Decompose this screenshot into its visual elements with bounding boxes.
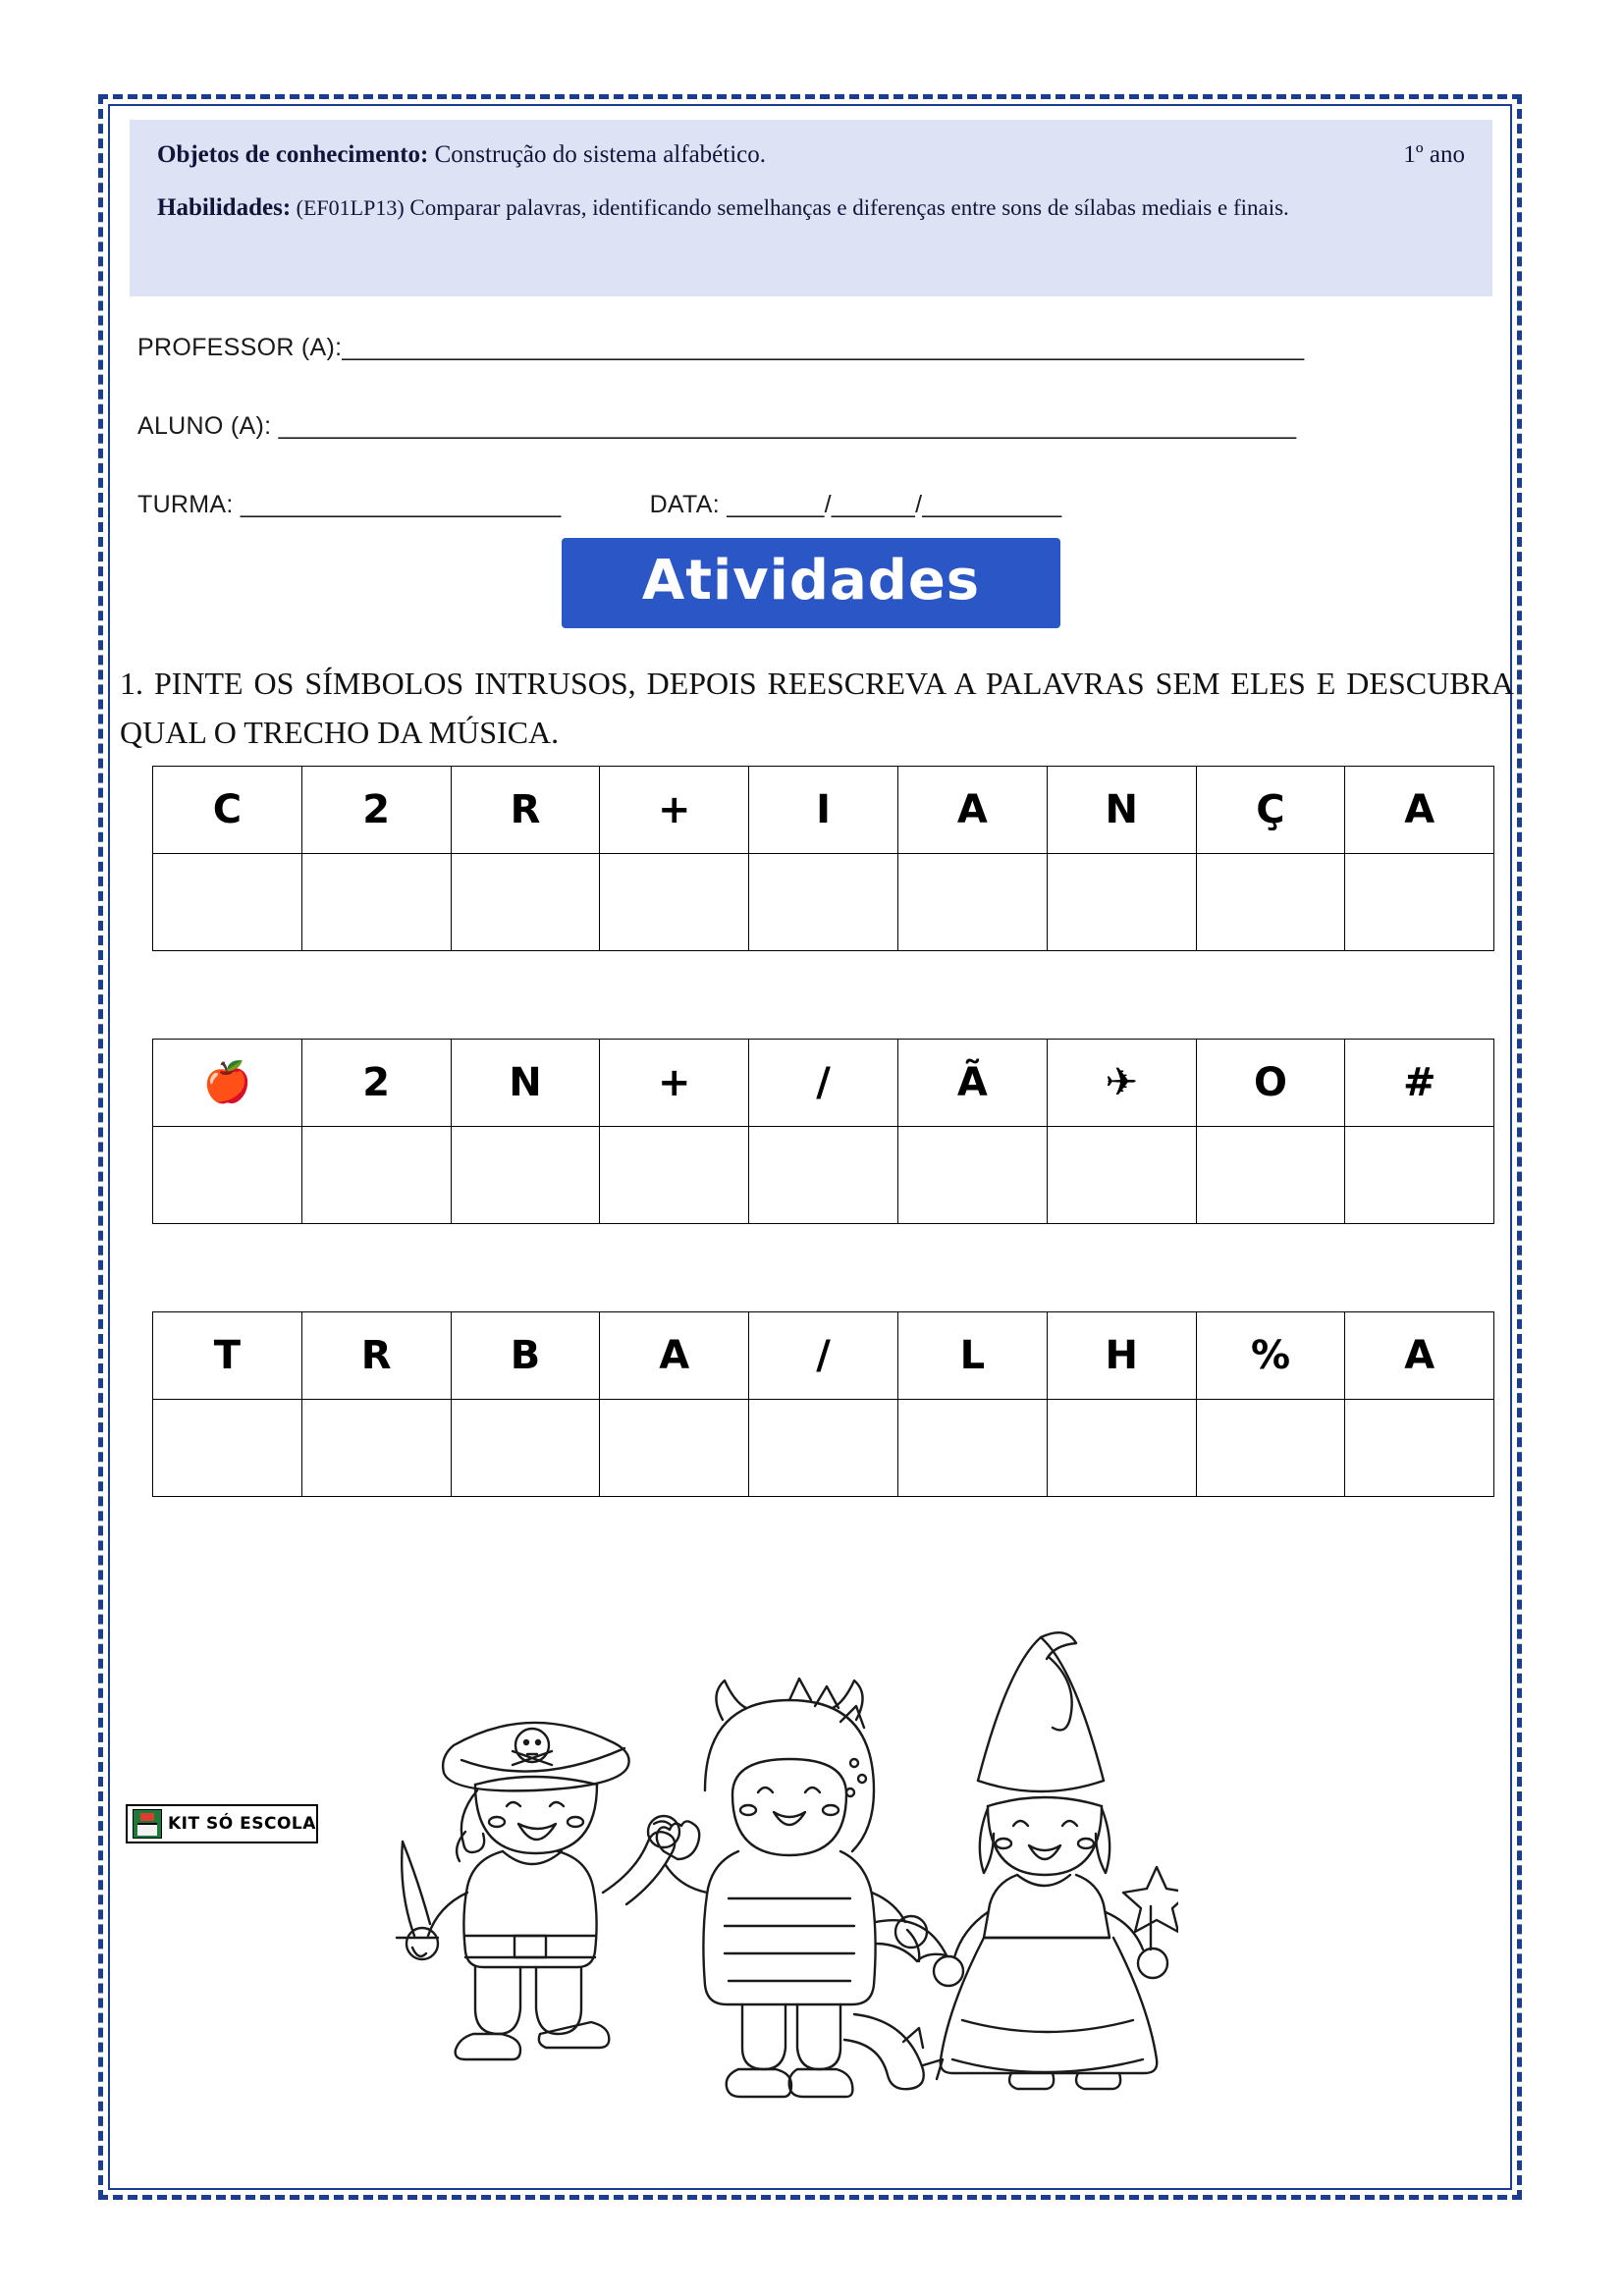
aluno-field[interactable]: ALUNO (A): _________________________________________________________________________ (137, 412, 1297, 440)
grid1-cell-5[interactable]: A (897, 767, 1047, 854)
kit-so-escola-label: KIT SÓ ESCOLA (168, 1814, 316, 1834)
dragon-child (657, 1679, 947, 2097)
grid3-cell-2[interactable]: B (451, 1312, 600, 1400)
grid1-answer-6[interactable] (1047, 854, 1196, 951)
school-house-icon (133, 1809, 162, 1839)
grid1-answer-7[interactable] (1196, 854, 1345, 951)
grid2-answer-4[interactable] (749, 1127, 898, 1224)
characters-illustration (393, 1598, 1178, 2128)
grid2-answer-8[interactable] (1345, 1127, 1494, 1224)
bncc-header-box (130, 120, 1492, 296)
princess-child (934, 1632, 1178, 2089)
grid3-answer-1[interactable] (301, 1400, 451, 1497)
ano-label: 1º ano (1403, 141, 1465, 168)
turma-data-row[interactable] (137, 491, 1492, 519)
grid3-answer-0[interactable] (153, 1400, 302, 1497)
grid3-cell-5[interactable]: L (897, 1312, 1047, 1400)
atividades-banner-label: Atividades (641, 549, 981, 613)
habilidades-code: (EF01LP13) (291, 194, 405, 220)
word-grid-1 (152, 766, 1494, 951)
grid3-cell-6[interactable]: H (1047, 1312, 1196, 1400)
grid1-answer-8[interactable] (1345, 854, 1494, 951)
grid3-answer-8[interactable] (1345, 1400, 1494, 1497)
grid3-answer-6[interactable] (1047, 1400, 1196, 1497)
grid2-cell-7[interactable]: O (1196, 1040, 1345, 1127)
grid3-cell-0[interactable]: T (153, 1312, 302, 1400)
grid3-answer-5[interactable] (897, 1400, 1047, 1497)
table-row (153, 1040, 1494, 1127)
table-row (153, 1400, 1494, 1497)
data-field[interactable]: DATA: _______/______/__________ (649, 491, 1062, 518)
grid2-answer-7[interactable] (1196, 1127, 1345, 1224)
word-grid-3 (152, 1311, 1494, 1497)
pirate-child (397, 1723, 679, 2059)
grid3-cell-7[interactable]: % (1196, 1312, 1345, 1400)
objetos-value: Construção do sistema alfabético. (428, 141, 766, 168)
word-grid-2 (152, 1039, 1494, 1224)
grid2-cell-3[interactable]: + (600, 1040, 749, 1127)
grid1-answer-4[interactable] (749, 854, 898, 951)
table-row (153, 1312, 1494, 1400)
grid3-cell-8[interactable]: A (1345, 1312, 1494, 1400)
habilidades-value: Comparar palavras, identificando semelhanças e diferenças entre sons de sílabas mediais e finais. (404, 194, 1289, 220)
grid2-answer-0[interactable] (153, 1127, 302, 1224)
apple-icon[interactable]: 🍎 (153, 1040, 302, 1127)
grid1-cell-8[interactable]: A (1345, 767, 1494, 854)
objetos-label: Objetos de conhecimento: (157, 141, 429, 168)
grid1-cell-0[interactable]: C (153, 767, 302, 854)
grid3-cell-4[interactable]: / (749, 1312, 898, 1400)
grid2-answer-1[interactable] (301, 1127, 451, 1224)
grid2-cell-8[interactable]: # (1345, 1040, 1494, 1127)
table-row (153, 767, 1494, 854)
grid1-answer-1[interactable] (301, 854, 451, 951)
habilidades-line (157, 191, 1465, 225)
grid3-answer-7[interactable] (1196, 1400, 1345, 1497)
kit-so-escola-logo (126, 1804, 318, 1843)
grid2-answer-3[interactable] (600, 1127, 749, 1224)
grid1-cell-6[interactable]: N (1047, 767, 1196, 854)
atividades-banner (562, 538, 1060, 628)
grid2-cell-4[interactable]: / (749, 1040, 898, 1127)
turma-field[interactable]: TURMA: _______________________ (137, 491, 562, 518)
grid1-cell-3[interactable]: + (600, 767, 749, 854)
grid3-cell-1[interactable]: R (301, 1312, 451, 1400)
grid2-answer-6[interactable] (1047, 1127, 1196, 1224)
grid1-cell-2[interactable]: R (451, 767, 600, 854)
objetos-de-conhecimento-line (157, 139, 1465, 172)
grid1-answer-3[interactable] (600, 854, 749, 951)
grid2-cell-1[interactable]: 2 (301, 1040, 451, 1127)
grid3-answer-3[interactable] (600, 1400, 749, 1497)
grid1-answer-5[interactable] (897, 854, 1047, 951)
question-1-text: 1. PINTE OS SÍMBOLOS INTRUSOS, DEPOIS REESCREVA A PALAVRAS SEM ELES E DESCUBRA QUAL O TRECHO DA MÚSICA. (120, 666, 1514, 750)
habilidades-label: Habilidades: (157, 193, 292, 221)
grid3-cell-3[interactable]: A (600, 1312, 749, 1400)
table-row (153, 854, 1494, 951)
airplane-icon[interactable]: ✈ (1047, 1040, 1196, 1127)
table-row (153, 1127, 1494, 1224)
grid2-cell-5[interactable]: Ã (897, 1040, 1047, 1127)
grid3-answer-2[interactable] (451, 1400, 600, 1497)
professor-field[interactable]: PROFESSOR (A):_____________________________________________________________________ (137, 334, 1305, 361)
grid1-cell-7[interactable]: Ç (1196, 767, 1345, 854)
grid1-cell-1[interactable]: 2 (301, 767, 451, 854)
grid2-answer-2[interactable] (451, 1127, 600, 1224)
grid1-answer-2[interactable] (451, 854, 600, 951)
grid3-answer-4[interactable] (749, 1400, 898, 1497)
grid1-cell-4[interactable]: I (749, 767, 898, 854)
grid2-cell-2[interactable]: N (451, 1040, 600, 1127)
grid2-answer-5[interactable] (897, 1127, 1047, 1224)
grid1-answer-0[interactable] (153, 854, 302, 951)
